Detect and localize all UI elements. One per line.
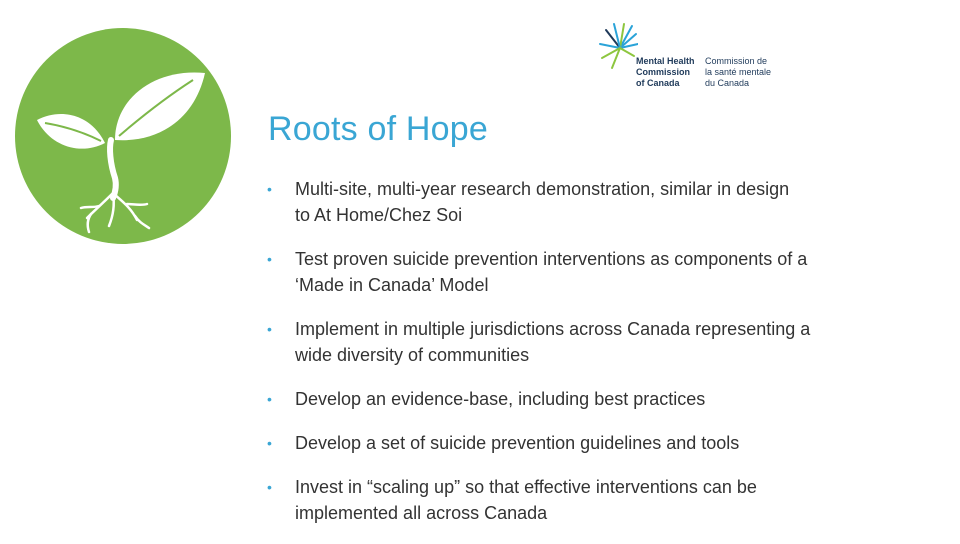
mhcc-logo [598,20,788,95]
bullet-item [264,430,904,456]
logo-line: Commission [636,67,691,77]
bullet-text-line: Invest in “scaling up” so that effective interventions can be [295,477,757,497]
logo-line: Mental Health [636,56,695,66]
bullet-marker: • [267,181,272,197]
logo-line: la santé mentale [705,67,772,77]
logo-line: du Canada [705,78,750,88]
logo-line: Commission de [705,56,768,66]
bullet-text-line: Multi-site, multi-year research demonstration, similar in design [295,179,790,199]
bullet-text-line: Develop a set of suicide prevention guidelines and tools [295,433,740,453]
bullet-marker: • [267,321,272,337]
bullet-text-line: Implement in multiple jurisdictions across Canada representing a [295,319,811,339]
bullet-item [264,246,904,298]
logo-text-french [705,56,771,89]
sprout-icon [15,28,231,244]
bullet-text-line: implemented all across Canada [295,503,548,523]
logo-line: of Canada [636,78,680,88]
bullet-item [264,176,904,228]
bullet-list [264,176,904,544]
bullet-text-line: Test proven suicide prevention interventions as components of a [295,249,808,269]
starburst-icon [598,20,638,80]
bullet-marker: • [267,391,272,407]
bullet-text-line: ‘Made in Canada’ Model [295,275,489,295]
bullet-item [264,474,904,526]
slide-title: Roots of Hope [268,110,488,148]
sprout-graphic [15,28,231,244]
bullet-text-line: to At Home/Chez Soi [295,205,463,225]
bullet-marker: • [267,479,272,495]
bullet-marker: • [267,251,272,267]
bullet-text-line: Develop an evidence-base, including best practices [295,389,706,409]
bullet-marker: • [267,435,272,451]
bullet-text-line: wide diversity of communities [295,345,530,365]
bullet-item [264,316,904,368]
bullet-item [264,386,904,412]
logo-text-english [636,56,695,89]
